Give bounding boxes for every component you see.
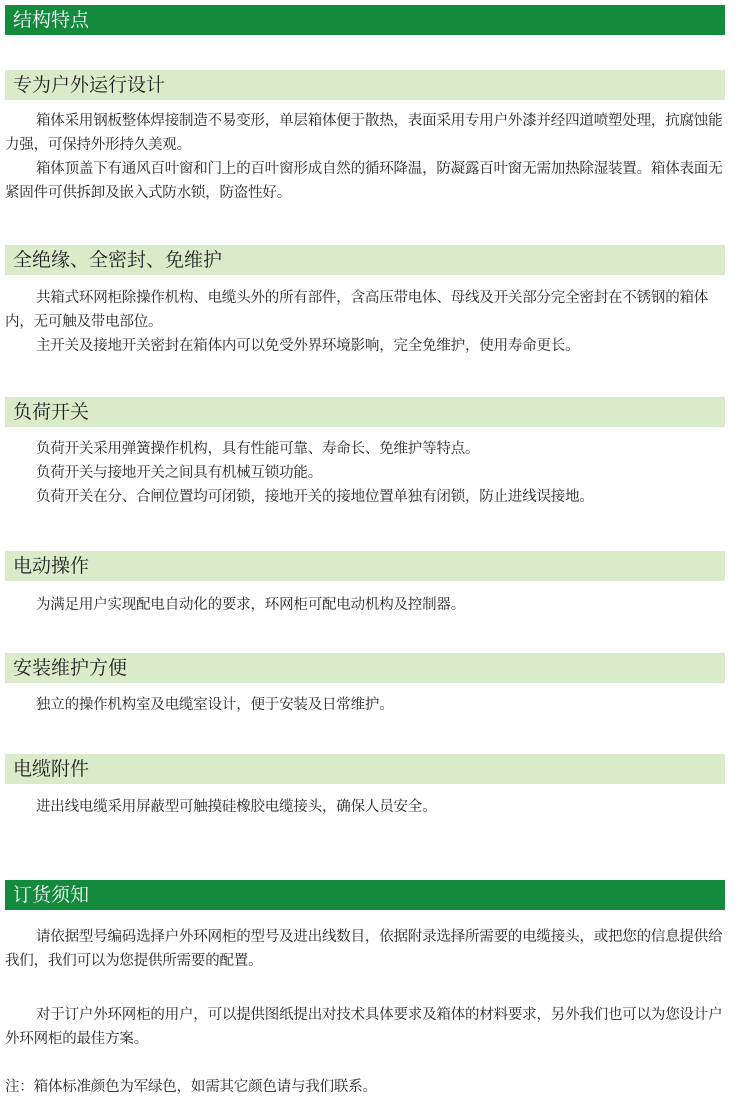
paragraph: 箱体顶盖下有通风百叶窗和门上的百叶窗形成自然的循环降温，防凝露百叶窗无需加热除湿装置。箱体表面无紧固件可供拆卸及嵌入式防水锁，防盗性好。 xyxy=(5,161,723,201)
paragraph: 进出线电缆采用屏蔽型可触摸硅橡胶电缆接头，确保人员安全。 xyxy=(36,799,437,815)
ordering-note xyxy=(5,1075,727,1099)
section-header-ordering: 订货须知 xyxy=(5,880,725,910)
subsection-body-electric-operation xyxy=(5,593,727,617)
paragraph: 负荷开关采用弹簧操作机构，具有性能可靠、寿命长、免维护等特点。 xyxy=(36,441,480,457)
paragraph: 负荷开关在分、合闸位置均可闭锁，接地开关的接地位置单独有闭锁，防止进线误接地。 xyxy=(36,489,594,505)
paragraph: 共箱式环网柜除操作机构、电缆头外的所有部件，含高压带电体、母线及开关部分完全密封在不锈钢的箱体内，无可触及带电部位。 xyxy=(5,290,709,330)
subsection-title-insulation: 全绝缘、全密封、免维护 xyxy=(5,245,725,275)
ordering-paragraph-2 xyxy=(5,1003,727,1051)
paragraph: 主开关及接地开关密封在箱体内可以免受外界环境影响，完全免维护，使用寿命更长。 xyxy=(36,338,580,354)
subsection-title-electric-operation: 电动操作 xyxy=(5,551,725,581)
paragraph: 对于订户外环网柜的用户，可以提供图纸提出对技术具体要求及箱体的材料要求，另外我们也可以为您设计户外环网柜的最佳方案。 xyxy=(5,1007,723,1047)
section-header-structure: 结构特点 xyxy=(5,5,725,35)
subsection-title-outdoor-design: 专为户外运行设计 xyxy=(5,70,725,100)
paragraph: 负荷开关与接地开关之间具有机械互锁功能。 xyxy=(36,465,322,481)
paragraph: 独立的操作机构室及电缆室设计，便于安装及日常维护。 xyxy=(36,697,394,713)
ordering-paragraph-1 xyxy=(5,925,727,973)
subsection-body-cable-accessories xyxy=(5,795,727,819)
paragraph: 箱体采用钢板整体焊接制造不易变形，单层箱体便于散热，表面采用专用户外漆并经四道喷塑处理，抗腐蚀能力强，可保持外形持久美观。 xyxy=(5,113,723,153)
subsection-body-insulation xyxy=(5,286,727,358)
subsection-body-installation xyxy=(5,693,727,717)
paragraph: 为满足用户实现配电自动化的要求，环网柜可配电动机构及控制器。 xyxy=(36,597,465,613)
subsection-title-load-switch: 负荷开关 xyxy=(5,397,725,427)
paragraph: 请依据型号编码选择户外环网柜的型号及进出线数目，依据附录选择所需要的电缆接头，或把您的信息提供给我们，我们可以为您提供所需要的配置。 xyxy=(5,929,723,969)
subsection-body-load-switch xyxy=(5,437,727,509)
subsection-title-cable-accessories: 电缆附件 xyxy=(5,754,725,784)
subsection-body-outdoor-design xyxy=(5,109,727,205)
subsection-title-installation: 安装维护方便 xyxy=(5,653,725,683)
note-text: 注：箱体标准颜色为军绿色，如需其它颜色请与我们联系。 xyxy=(5,1079,377,1095)
